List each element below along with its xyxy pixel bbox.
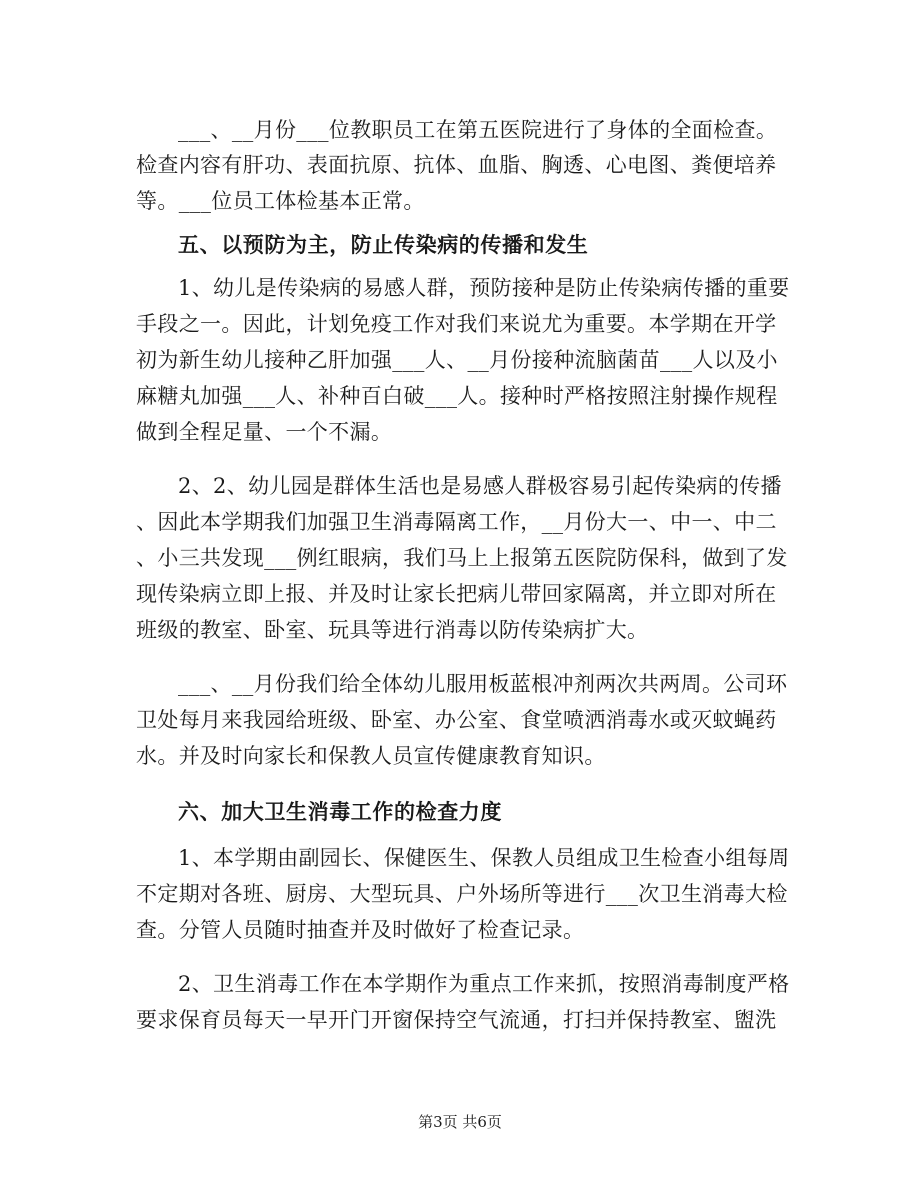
text-line: 2、卫生消毒工作在本学期作为重点工作来抓，按照消毒制度严格	[178, 972, 790, 996]
text-line: 现传染病立即上报、并及时让家长把病儿带回家隔离，并立即对所在	[136, 582, 777, 606]
text-line: 做到全程足量、一个不漏。	[136, 420, 393, 444]
text-line: 、小三共发现___例红眼病，我们马上上报第五医院防保科，做到了发	[136, 546, 788, 570]
page-number-footer: 第3页 共6页	[418, 1113, 502, 1131]
text-line: ___、__月份我们给全体幼儿服用板蓝根冲剂两次共两周。公司环	[178, 672, 788, 696]
text-line: 水。并及时向家长和保教人员宣传健康教育知识。	[136, 744, 606, 768]
text-line: 不定期对各班、厨房、大型玩具、户外场所等进行___次卫生消毒大检	[136, 882, 788, 906]
section-heading: 五、以预防为主，防止传染病的传播和发生	[178, 232, 589, 257]
text-line: 1、幼儿是传染病的易感人群，预防接种是防止传染病传播的重要	[178, 276, 790, 300]
text-line: 检查内容有肝功、表面抗原、抗体、血脂、胸透、心电图、粪便培养	[136, 153, 777, 177]
text-line: 、因此本学期我们加强卫生消毒隔离工作，__月份大一、中一、中二	[136, 510, 777, 534]
text-line: 2、2、幼儿园是群体生活也是易感人群极容易引起传染病的传播	[178, 474, 782, 498]
text-line: 等。___位员工体检基本正常。	[136, 189, 425, 213]
text-line: 要求保育员每天一早开门开窗保持空气流通，打扫并保持教室、盥洗	[136, 1008, 777, 1032]
text-line: 班级的教室、卧室、玩具等进行消毒以防传染病扩大。	[136, 618, 649, 642]
text-line: ___、__月份___位教职员工在第五医院进行了身体的全面检查。	[178, 118, 778, 142]
text-line: 手段之一。因此，计划免疫工作对我们来说尤为重要。本学期在开学	[136, 312, 777, 336]
text-line: 1、本学期由副园长、保健医生、保教人员组成卫生检查小组每周	[178, 846, 790, 870]
text-line: 麻糖丸加强___人、补种百白破___人。接种时严格按照注射操作规程	[136, 384, 778, 408]
text-line: 查。分管人员随时抽查并及时做好了检查记录。	[136, 918, 585, 942]
text-line: 初为新生幼儿接种乙肝加强___人、__月份接种流脑菌苗___人以及小	[136, 348, 778, 372]
text-line: 卫处每月来我园给班级、卧室、办公室、食堂喷洒消毒水或灭蚊蝇药	[136, 708, 777, 732]
section-heading: 六、加大卫生消毒工作的检查力度	[178, 799, 502, 824]
